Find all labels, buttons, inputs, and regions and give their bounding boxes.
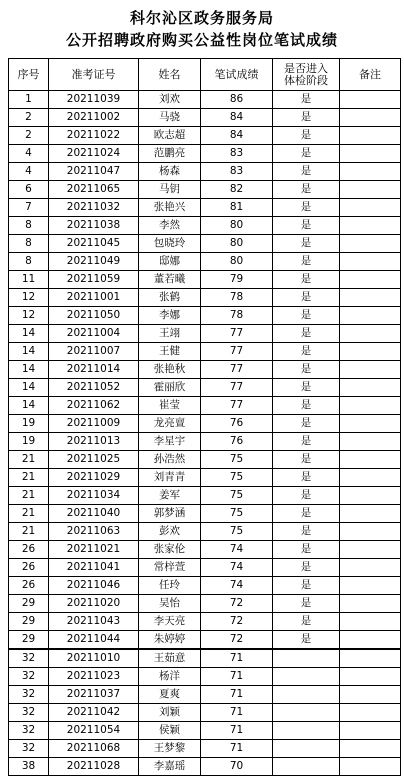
cell-exam-id: 20211004: [49, 325, 139, 343]
header-cell-physical-exam: 是否进入 体检阶段: [273, 59, 340, 91]
table-row: [9, 181, 401, 199]
cell-exam-id: 20211021: [49, 541, 139, 559]
cell-remark: [340, 595, 401, 613]
cell-name: 刘青青: [139, 469, 201, 487]
header-row: [9, 59, 401, 91]
cell-exam-id: 20211052: [49, 379, 139, 397]
cell-index: 2: [9, 127, 49, 145]
cell-physical-exam: 是: [273, 487, 340, 505]
score-table: [8, 58, 401, 776]
cell-exam-id: 20211049: [49, 253, 139, 271]
table-body: [9, 91, 401, 776]
cell-index: 14: [9, 361, 49, 379]
cell-name: 包晓玲: [139, 235, 201, 253]
cell-remark: [340, 722, 401, 740]
table-row: [9, 649, 401, 668]
cell-index: 19: [9, 415, 49, 433]
cell-exam-id: 20211050: [49, 307, 139, 325]
cell-score: 86: [201, 91, 273, 109]
cell-name: 欧志超: [139, 127, 201, 145]
cell-name: 杨洋: [139, 668, 201, 686]
cell-remark: [340, 271, 401, 289]
cell-name: 刘欢: [139, 91, 201, 109]
cell-score: 79: [201, 271, 273, 289]
cell-name: 张艳兴: [139, 199, 201, 217]
title-line-1: 科尔沁区政务服务局: [129, 9, 274, 27]
cell-remark: [340, 686, 401, 704]
cell-exam-id: 20211045: [49, 235, 139, 253]
cell-exam-id: 20211014: [49, 361, 139, 379]
cell-remark: [340, 523, 401, 541]
cell-remark: [340, 307, 401, 325]
cell-index: 12: [9, 307, 49, 325]
cell-score: 74: [201, 541, 273, 559]
cell-score: 76: [201, 433, 273, 451]
cell-name: 崔莹: [139, 397, 201, 415]
cell-exam-id: 20211020: [49, 595, 139, 613]
cell-physical-exam: 是: [273, 235, 340, 253]
cell-name: 姜军: [139, 487, 201, 505]
cell-physical-exam: 是: [273, 433, 340, 451]
cell-physical-exam: 是: [273, 631, 340, 650]
table-row: [9, 379, 401, 397]
cell-exam-id: 20211042: [49, 704, 139, 722]
table-row: [9, 199, 401, 217]
cell-physical-exam: 是: [273, 505, 340, 523]
cell-index: 32: [9, 740, 49, 758]
header-cell-score: 笔试成绩: [201, 59, 273, 91]
cell-index: 29: [9, 595, 49, 613]
cell-exam-id: 20211001: [49, 289, 139, 307]
cell-exam-id: 20211032: [49, 199, 139, 217]
cell-score: 83: [201, 145, 273, 163]
table-row: [9, 722, 401, 740]
title-line-2: 公开招聘政府购买公益性岗位笔试成绩: [65, 31, 338, 49]
cell-physical-exam: 是: [273, 289, 340, 307]
cell-remark: [340, 631, 401, 650]
cell-score: 72: [201, 613, 273, 631]
cell-name: 邸娜: [139, 253, 201, 271]
cell-index: 4: [9, 145, 49, 163]
cell-exam-id: 20211013: [49, 433, 139, 451]
cell-index: 14: [9, 397, 49, 415]
cell-exam-id: 20211043: [49, 613, 139, 631]
table-row: [9, 91, 401, 109]
cell-exam-id: 20211034: [49, 487, 139, 505]
cell-exam-id: 20211007: [49, 343, 139, 361]
table-row: [9, 433, 401, 451]
table-row: [9, 361, 401, 379]
cell-exam-id: 20211059: [49, 271, 139, 289]
table-row: [9, 325, 401, 343]
cell-physical-exam: 是: [273, 451, 340, 469]
cell-exam-id: 20211037: [49, 686, 139, 704]
table-row: [9, 758, 401, 776]
cell-index: 14: [9, 379, 49, 397]
cell-score: 84: [201, 127, 273, 145]
cell-score: 84: [201, 109, 273, 127]
cell-score: 74: [201, 577, 273, 595]
header-cell-name: 姓名: [139, 59, 201, 91]
cell-physical-exam: 是: [273, 379, 340, 397]
cell-name: 任玲: [139, 577, 201, 595]
cell-name: 李娜: [139, 307, 201, 325]
cell-name: 王梦黎: [139, 740, 201, 758]
cell-exam-id: 20211028: [49, 758, 139, 776]
cell-name: 朱婷婷: [139, 631, 201, 650]
cell-name: 夏爽: [139, 686, 201, 704]
cell-score: 78: [201, 289, 273, 307]
cell-name: 彭欢: [139, 523, 201, 541]
cell-remark: [340, 668, 401, 686]
cell-name: 常梓萱: [139, 559, 201, 577]
cell-index: 32: [9, 704, 49, 722]
cell-exam-id: 20211068: [49, 740, 139, 758]
cell-index: 8: [9, 253, 49, 271]
cell-physical-exam: 是: [273, 613, 340, 631]
cell-score: 71: [201, 668, 273, 686]
cell-score: 77: [201, 397, 273, 415]
cell-exam-id: 20211046: [49, 577, 139, 595]
cell-index: 29: [9, 631, 49, 650]
cell-remark: [340, 127, 401, 145]
cell-name: 李天亮: [139, 613, 201, 631]
table-row: [9, 613, 401, 631]
cell-physical-exam: [273, 668, 340, 686]
cell-remark: [340, 253, 401, 271]
cell-index: 26: [9, 541, 49, 559]
cell-physical-exam: 是: [273, 91, 340, 109]
cell-score: 75: [201, 505, 273, 523]
cell-physical-exam: [273, 758, 340, 776]
cell-exam-id: 20211040: [49, 505, 139, 523]
header-cell-index: 序号: [9, 59, 49, 91]
cell-score: 77: [201, 379, 273, 397]
cell-physical-exam: 是: [273, 361, 340, 379]
cell-physical-exam: 是: [273, 145, 340, 163]
cell-physical-exam: [273, 740, 340, 758]
cell-physical-exam: 是: [273, 343, 340, 361]
table-row: [9, 559, 401, 577]
table-row: [9, 343, 401, 361]
cell-name: 李然: [139, 217, 201, 235]
cell-index: 1: [9, 91, 49, 109]
cell-score: 71: [201, 686, 273, 704]
cell-remark: [340, 379, 401, 397]
cell-remark: [340, 145, 401, 163]
header-cell-exam-id: 准考证号: [49, 59, 139, 91]
table-row: [9, 307, 401, 325]
cell-exam-id: 20211009: [49, 415, 139, 433]
cell-name: 侯颖: [139, 722, 201, 740]
cell-physical-exam: [273, 722, 340, 740]
cell-remark: [340, 217, 401, 235]
cell-index: 26: [9, 559, 49, 577]
cell-remark: [340, 740, 401, 758]
cell-score: 75: [201, 487, 273, 505]
table-row: [9, 505, 401, 523]
cell-score: 80: [201, 235, 273, 253]
table-row: [9, 668, 401, 686]
cell-index: 29: [9, 613, 49, 631]
cell-index: 2: [9, 109, 49, 127]
cell-name: 龙亮亶: [139, 415, 201, 433]
cell-index: 21: [9, 505, 49, 523]
header-cell-remark: 备注: [340, 59, 401, 91]
cell-remark: [340, 235, 401, 253]
cell-remark: [340, 163, 401, 181]
table-row: [9, 541, 401, 559]
cell-score: 72: [201, 631, 273, 650]
cell-physical-exam: 是: [273, 253, 340, 271]
cell-score: 72: [201, 595, 273, 613]
cell-remark: [340, 433, 401, 451]
cell-physical-exam: 是: [273, 397, 340, 415]
table-row: [9, 253, 401, 271]
cell-exam-id: 20211023: [49, 668, 139, 686]
table-row: [9, 704, 401, 722]
cell-name: 董若曦: [139, 271, 201, 289]
cell-index: 11: [9, 271, 49, 289]
table-row: [9, 686, 401, 704]
cell-remark: [340, 613, 401, 631]
cell-name: 霍丽欣: [139, 379, 201, 397]
table-row: [9, 523, 401, 541]
cell-name: 张艳秋: [139, 361, 201, 379]
table-row: [9, 109, 401, 127]
cell-name: 张家伦: [139, 541, 201, 559]
cell-index: 26: [9, 577, 49, 595]
cell-score: 74: [201, 559, 273, 577]
cell-physical-exam: 是: [273, 199, 340, 217]
cell-index: 32: [9, 649, 49, 668]
cell-name: 吴怡: [139, 595, 201, 613]
cell-score: 70: [201, 758, 273, 776]
table-row: [9, 145, 401, 163]
cell-physical-exam: [273, 686, 340, 704]
cell-remark: [340, 559, 401, 577]
cell-remark: [340, 397, 401, 415]
cell-name: 王健: [139, 343, 201, 361]
cell-score: 71: [201, 722, 273, 740]
cell-index: 32: [9, 722, 49, 740]
cell-remark: [340, 469, 401, 487]
cell-physical-exam: [273, 704, 340, 722]
cell-physical-exam: 是: [273, 595, 340, 613]
cell-index: 14: [9, 343, 49, 361]
cell-score: 71: [201, 740, 273, 758]
cell-index: 8: [9, 235, 49, 253]
cell-exam-id: 20211039: [49, 91, 139, 109]
title-block: [0, 0, 404, 58]
cell-score: 77: [201, 343, 273, 361]
cell-index: 21: [9, 451, 49, 469]
cell-exam-id: 20211063: [49, 523, 139, 541]
cell-index: 21: [9, 469, 49, 487]
cell-physical-exam: 是: [273, 469, 340, 487]
table-row: [9, 271, 401, 289]
cell-remark: [340, 541, 401, 559]
table-row: [9, 451, 401, 469]
cell-name: 郭梦涵: [139, 505, 201, 523]
cell-score: 77: [201, 361, 273, 379]
cell-exam-id: 20211010: [49, 649, 139, 668]
cell-name: 孙浩然: [139, 451, 201, 469]
cell-remark: [340, 181, 401, 199]
cell-score: 75: [201, 469, 273, 487]
cell-name: 马钥: [139, 181, 201, 199]
table-row: [9, 740, 401, 758]
cell-index: 38: [9, 758, 49, 776]
cell-exam-id: 20211047: [49, 163, 139, 181]
cell-remark: [340, 325, 401, 343]
cell-physical-exam: 是: [273, 109, 340, 127]
cell-remark: [340, 91, 401, 109]
cell-exam-id: 20211024: [49, 145, 139, 163]
cell-score: 71: [201, 649, 273, 668]
cell-physical-exam: 是: [273, 307, 340, 325]
cell-index: 7: [9, 199, 49, 217]
cell-physical-exam: 是: [273, 541, 340, 559]
table-row: [9, 577, 401, 595]
cell-score: 78: [201, 307, 273, 325]
table-row: [9, 217, 401, 235]
table-row: [9, 415, 401, 433]
cell-index: 8: [9, 217, 49, 235]
cell-index: 32: [9, 668, 49, 686]
cell-name: 马骁: [139, 109, 201, 127]
table-row: [9, 595, 401, 613]
cell-index: 6: [9, 181, 49, 199]
cell-exam-id: 20211054: [49, 722, 139, 740]
cell-exam-id: 20211044: [49, 631, 139, 650]
cell-physical-exam: [273, 649, 340, 668]
cell-exam-id: 20211041: [49, 559, 139, 577]
table-row: [9, 163, 401, 181]
cell-remark: [340, 343, 401, 361]
cell-physical-exam: 是: [273, 523, 340, 541]
cell-name: 王茹意: [139, 649, 201, 668]
cell-name: 王翊: [139, 325, 201, 343]
cell-remark: [340, 505, 401, 523]
cell-remark: [340, 361, 401, 379]
cell-exam-id: 20211002: [49, 109, 139, 127]
cell-name: 张鹤: [139, 289, 201, 307]
cell-score: 81: [201, 199, 273, 217]
cell-physical-exam: 是: [273, 415, 340, 433]
cell-remark: [340, 109, 401, 127]
cell-remark: [340, 758, 401, 776]
cell-exam-id: 20211022: [49, 127, 139, 145]
cell-physical-exam: 是: [273, 577, 340, 595]
cell-index: 14: [9, 325, 49, 343]
cell-score: 77: [201, 325, 273, 343]
table-row: [9, 631, 401, 650]
cell-index: 12: [9, 289, 49, 307]
cell-physical-exam: 是: [273, 127, 340, 145]
cell-physical-exam: 是: [273, 325, 340, 343]
cell-name: 李嘉瑶: [139, 758, 201, 776]
cell-score: 71: [201, 704, 273, 722]
cell-exam-id: 20211038: [49, 217, 139, 235]
cell-index: 32: [9, 686, 49, 704]
cell-remark: [340, 451, 401, 469]
cell-index: 21: [9, 523, 49, 541]
cell-score: 75: [201, 451, 273, 469]
cell-score: 83: [201, 163, 273, 181]
cell-exam-id: 20211029: [49, 469, 139, 487]
cell-name: 李星宇: [139, 433, 201, 451]
cell-physical-exam: 是: [273, 559, 340, 577]
cell-score: 76: [201, 415, 273, 433]
cell-remark: [340, 704, 401, 722]
cell-remark: [340, 289, 401, 307]
cell-index: 4: [9, 163, 49, 181]
cell-score: 82: [201, 181, 273, 199]
cell-exam-id: 20211062: [49, 397, 139, 415]
cell-score: 80: [201, 253, 273, 271]
cell-index: 21: [9, 487, 49, 505]
cell-physical-exam: 是: [273, 181, 340, 199]
cell-name: 范鹏亮: [139, 145, 201, 163]
cell-name: 杨森: [139, 163, 201, 181]
cell-index: 19: [9, 433, 49, 451]
table-row: [9, 127, 401, 145]
table-row: [9, 469, 401, 487]
table-row: [9, 289, 401, 307]
cell-name: 刘颖: [139, 704, 201, 722]
table-row: [9, 235, 401, 253]
table-row: [9, 397, 401, 415]
cell-remark: [340, 577, 401, 595]
cell-physical-exam: 是: [273, 217, 340, 235]
cell-physical-exam: 是: [273, 271, 340, 289]
cell-exam-id: 20211065: [49, 181, 139, 199]
cell-physical-exam: 是: [273, 163, 340, 181]
cell-remark: [340, 649, 401, 668]
cell-remark: [340, 487, 401, 505]
cell-remark: [340, 415, 401, 433]
cell-score: 80: [201, 217, 273, 235]
cell-exam-id: 20211025: [49, 451, 139, 469]
cell-remark: [340, 199, 401, 217]
cell-score: 75: [201, 523, 273, 541]
table-row: [9, 487, 401, 505]
